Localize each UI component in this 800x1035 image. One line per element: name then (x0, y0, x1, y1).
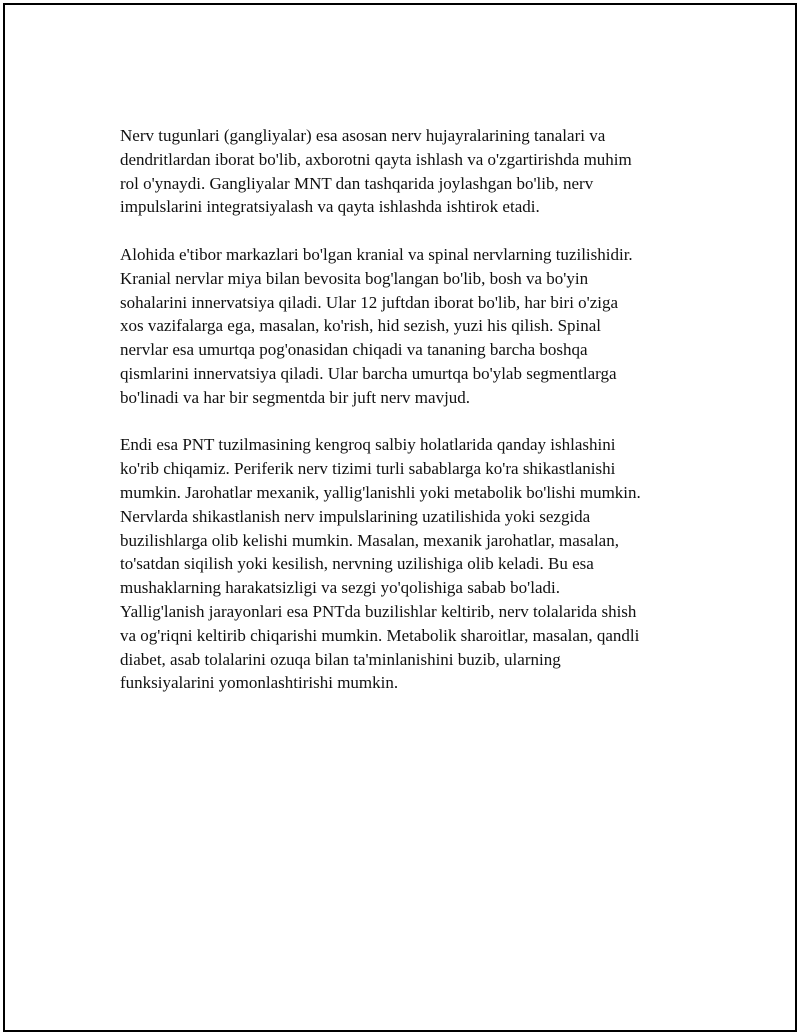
text-line: ko'rib chiqamiz. Periferik nerv tizimi turli sabablarga ko'ra shikastlanishi (120, 459, 616, 479)
text-line: Kranial nervlar miya bilan bevosita bog'langan bo'lib, bosh va bo'yin (120, 268, 589, 288)
text-line: diabet, asab tolalarini ozuqa bilan ta'minlanishini buzib, ularning (120, 649, 561, 669)
text-line: to'satdan siqilish yoki kesilish, nervning uzilishiga olib keladi. Bu esa (120, 554, 594, 574)
text-line: Yallig'lanish jarayonlari esa PNTda buzilishlar keltirib, nerv tolalarida shish (120, 601, 637, 621)
text-line: bo'linadi va har bir segmentda bir juft nerv mavjud. (120, 387, 471, 407)
text-line: Nerv tugunlari (gangliyalar) esa asosan nerv hujayralarining tanalari va (120, 126, 606, 145)
paragraph-ganglia (120, 124, 695, 219)
document-body (120, 124, 695, 695)
text-line: funksiyalarini yomonlashtirishi mumkin. (120, 673, 399, 693)
text-line: va og'riqni keltirib chiqarishi mumkin. Metabolik sharoitlar, masalan, qandli (120, 625, 640, 645)
text-line: dendritlardan iborat bo'lib, axborotni qayta ishlash va o'zgartirishda muhim (120, 149, 632, 169)
paragraph-cranial-spinal-nerves (120, 243, 695, 410)
text-line: impulslarini integratsiyalash va qayta ishlashda ishtirok etadi. (120, 197, 540, 217)
paragraph-spacer (120, 410, 695, 434)
text-line: xos vazifalarga ega, masalan, ko'rish, hid sezish, yuzi his qilish. Spinal (120, 316, 602, 336)
text-line: Nervlarda shikastlanish nerv impulslarining uzatilishida yoki sezgida (120, 506, 591, 526)
text-line: qismlarini innervatsiya qiladi. Ular barcha umurtqa bo'ylab segmentlarga (120, 363, 617, 383)
paragraph-spacer (120, 219, 695, 243)
text-line: nervlar esa umurtqa pog'onasidan chiqadi va tananing barcha boshqa (120, 340, 588, 360)
text-line: buzilishlarga olib kelishi mumkin. Masalan, mexanik jarohatlar, masalan, (120, 530, 619, 550)
text-line: Alohida e'tibor markazlari bo'lgan kranial va spinal nervlarning tuzilishidir. (120, 244, 633, 264)
text-line: sohalarini innervatsiya qiladi. Ular 12 juftdan iborat bo'lib, har biri o'ziga (120, 292, 619, 312)
text-line: mumkin. Jarohatlar mexanik, yallig'lanishli yoki metabolik bo'lishi mumkin. (120, 482, 641, 502)
paragraph-pns-damage (120, 433, 695, 695)
text-line: mushaklarning harakatsizligi va sezgi yo'qolishiga sabab bo'ladi. (120, 578, 560, 598)
text-line: rol o'ynaydi. Gangliyalar MNT dan tashqarida joylashgan bo'lib, nerv (120, 173, 594, 193)
text-line: Endi esa PNT tuzilmasining kengroq salbiy holatlarida qanday ishlashini (120, 435, 616, 455)
document-page (3, 3, 797, 1032)
